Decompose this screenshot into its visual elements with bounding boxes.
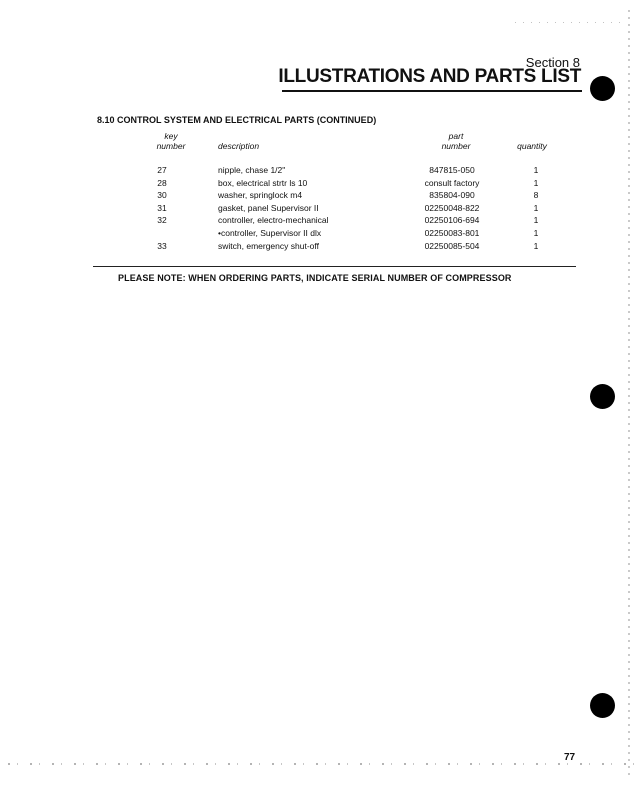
section-heading: 8.10 CONTROL SYSTEM AND ELECTRICAL PARTS (CONTINUED) [97, 115, 377, 125]
description-cell: washer, springlock m4 [218, 190, 303, 201]
table-row [140, 189, 576, 202]
key-number-cell: 33 [157, 240, 167, 251]
column-header-key [150, 131, 192, 151]
quantity-cell: 8 [533, 190, 539, 201]
quantity-cell: 1 [533, 202, 539, 213]
page-number: 77 [564, 752, 576, 763]
part-number-cell: 02250083-801 [424, 227, 480, 238]
key-number-cell: 32 [157, 215, 167, 226]
column-header-part-line2: number [441, 141, 471, 151]
quantity-cell: 1 [533, 177, 539, 188]
description-cell: controller, electro-mechanical [218, 215, 329, 226]
table-row [140, 240, 576, 253]
table-row [140, 164, 576, 177]
description-cell: gasket, panel Supervisor II [218, 202, 319, 213]
part-number-cell: 02250048-822 [424, 202, 480, 213]
part-number-cell: 847815-050 [429, 165, 475, 175]
column-header-quantity: quantity [517, 141, 547, 151]
description-cell: switch, emergency shut-off [218, 240, 319, 251]
part-number-cell: 02250085-504 [424, 240, 480, 251]
title-rule [282, 90, 582, 92]
binder-hole [590, 384, 615, 409]
table-bottom-rule [93, 266, 576, 267]
description-cell: •controller, Supervisor II dlx [218, 227, 322, 238]
table-row [140, 202, 576, 215]
column-header-part [424, 131, 488, 151]
parts-table [140, 164, 576, 252]
description-cell: box, electrical strtr ls 10 [218, 177, 308, 188]
column-header-description: description [218, 141, 260, 151]
page-title: ILLUSTRATIONS AND PARTS LIST [278, 66, 581, 87]
quantity-cell: 1 [533, 227, 539, 238]
part-number-cell: 835804-090 [429, 190, 475, 201]
binder-hole [590, 693, 615, 718]
column-header-key-line2: number [156, 141, 186, 151]
ordering-note: PLEASE NOTE: WHEN ORDERING PARTS, INDICATE SERIAL NUMBER OF COMPRESSOR [118, 273, 512, 283]
key-number-cell: 30 [157, 190, 167, 201]
quantity-cell: 1 [533, 240, 539, 251]
section-label: Section 8 [525, 55, 580, 70]
key-number-cell [140, 227, 184, 240]
key-number-cell: 27 [157, 165, 167, 175]
part-number-cell: consult factory [424, 177, 480, 188]
part-number-cell: 02250106-694 [424, 215, 480, 226]
table-row [140, 177, 576, 190]
scan-artifact-bottom [8, 763, 638, 765]
quantity-cell: 1 [533, 165, 539, 175]
scan-artifact-top [515, 22, 625, 23]
table-row [140, 227, 576, 240]
key-number-cell: 31 [157, 202, 167, 213]
table-row [140, 214, 576, 227]
quantity-cell: 1 [533, 215, 539, 226]
column-header-part-line1: part [448, 131, 464, 141]
binder-hole [590, 76, 615, 101]
column-header-key-line1: key [164, 131, 178, 141]
key-number-cell: 28 [157, 177, 167, 188]
description-cell: nipple, chase 1/2" [218, 165, 286, 175]
scan-artifact-right-edge [628, 10, 630, 780]
